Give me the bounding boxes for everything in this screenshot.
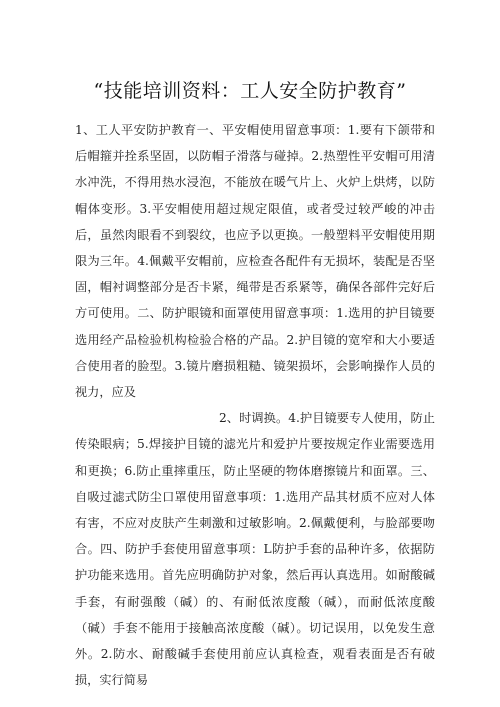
document-body (75, 117, 435, 693)
paragraph-1: 1、工人平安防护教育一、平安帽使用留意事项：1.要有下颌带和后帽箍并拴系坚固，以防帽子滑落与碰掉。2.热塑性平安帽可用清水冲洗，不得用热水浸泡，不能放在暖气片上、火炉上烘烤，以防帽体变形。3.平安帽使用超过规定限值，或者受过较严峻的冲击后，虽然肉眼看不到裂纹，也应予以更换。一般塑料平安帽使用期限为三年。4.佩戴平安帽前，应检查各配件有无损坏，装配是否坚固，帽衬调整部分是否卡紧，绳带是否系紧等，确保各部件完好后方可使用。二、防护眼镜和面罩使用留意事项：1.选用的护目镜要选用经产品检验机构检验合格的产品。2.护目镜的宽窄和大小要适合使用者的脸型。3.镜片磨损粗糙、镜架损坏，会影响操作人员的视力，应及 (75, 123, 435, 400)
paragraph-2: 2、时调换。4.护目镜要专人使用，防止传染眼病；5.焊接护目镜的滤光片和爱护片要按规定作业需要选用和更换；6.防止重摔重压，防止坚硬的物体磨擦镜片和面罩。三、自吸过滤式防尘口罩使用留意事项：1.选用产品其材质不应对人体有害，不应对皮肤产生刺激和过敏影响。2.佩戴便利，与脸部要吻合。四、防护手套使用留意事项：L防护手套的品种许多，依据防护功能来选用。首先应明确防护对象，然后再认真选用。如耐酸碱手套，有耐强酸（碱）的、有耐低浓度酸（碱），而耐低浓度酸（碱）手套不能用于接触高浓度酸（碱）。切记误用，以免发生意外。2.防水、耐酸碱手套使用前应认真检查，观看表面是否有破损，实行简易 (75, 411, 435, 688)
document-title: “技能培训资料：工人安全防护教育” (93, 80, 407, 102)
